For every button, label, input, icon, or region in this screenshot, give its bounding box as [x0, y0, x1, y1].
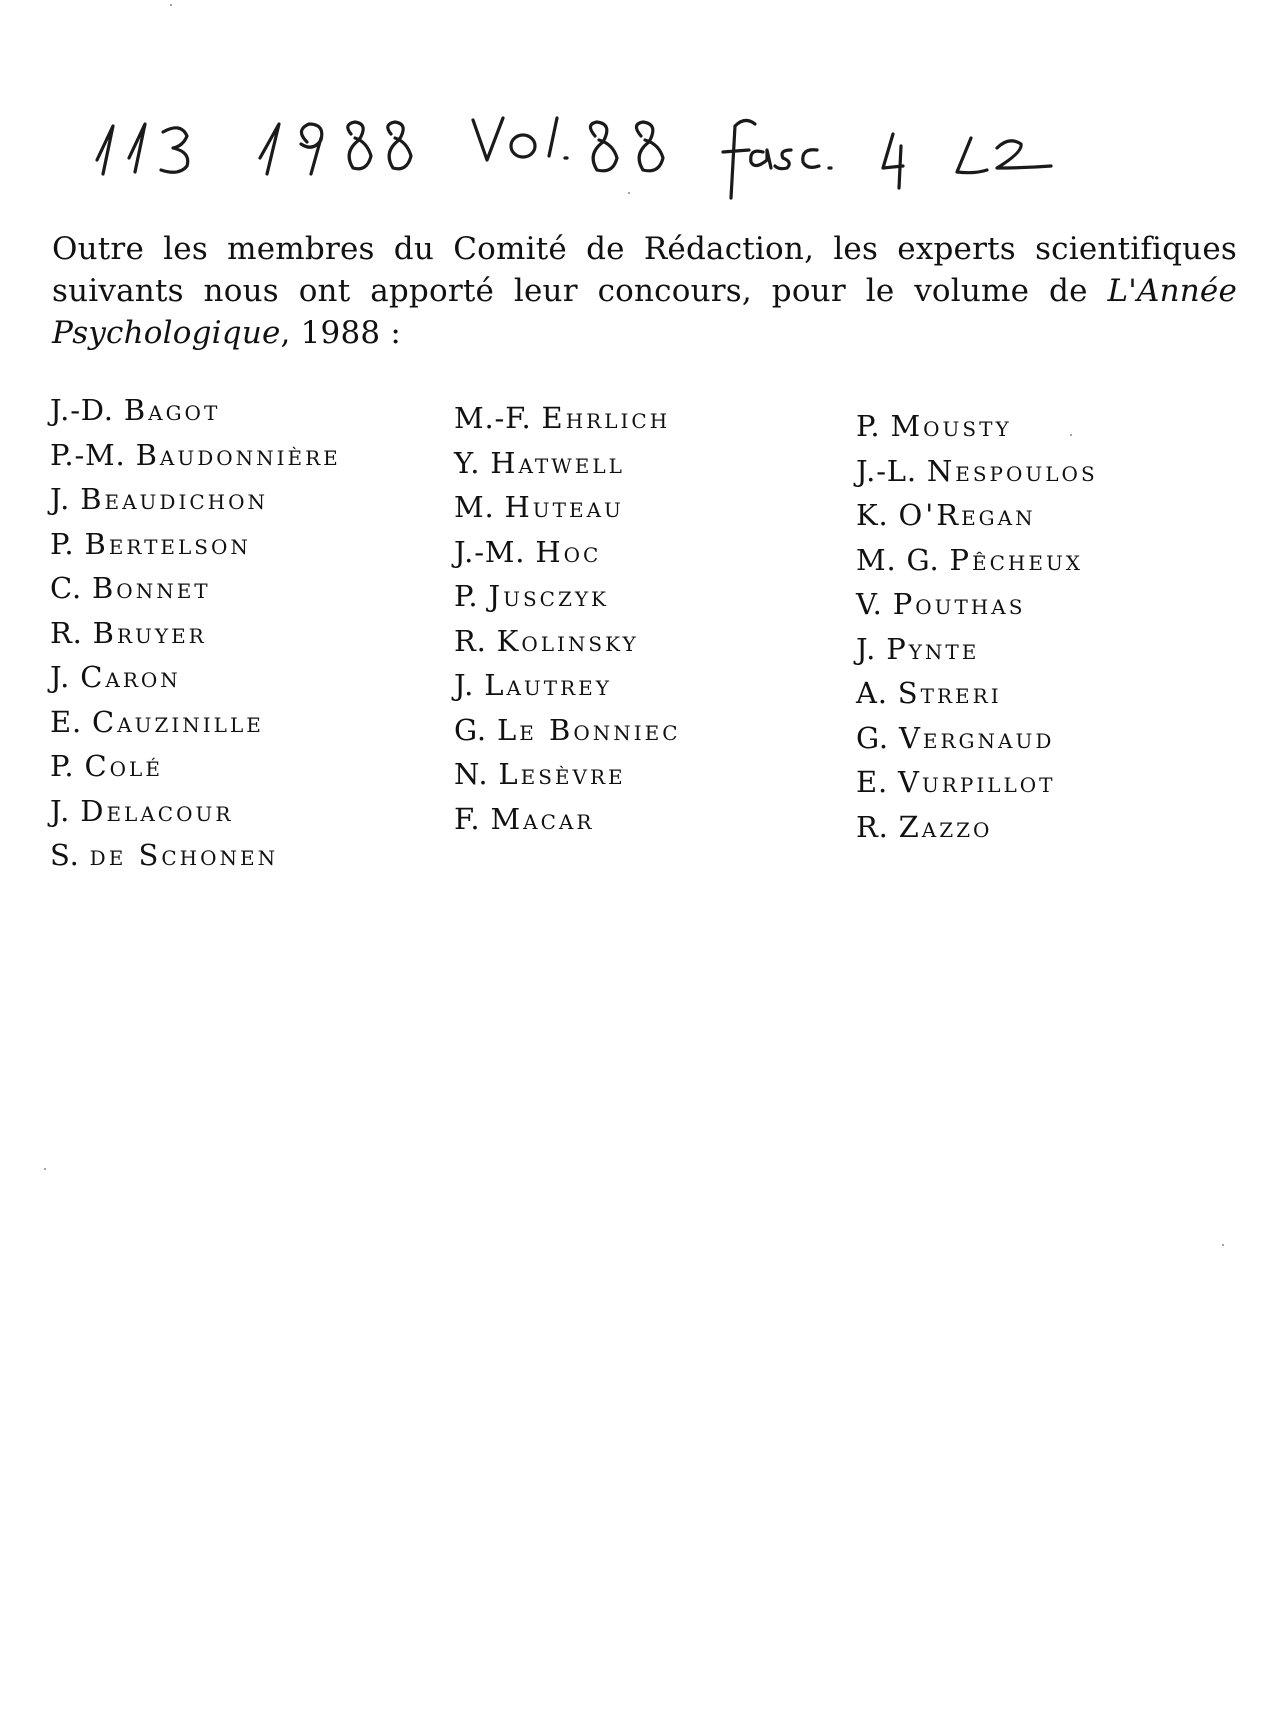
expert-surname: Caron — [80, 660, 181, 694]
expert-initials: A. — [856, 676, 888, 710]
expert-initials: J.-M. — [454, 534, 526, 569]
expert-initials: P.-M. — [50, 437, 126, 472]
expert-surname: Lautrey — [484, 668, 612, 702]
expert-surname: Cauzinille — [92, 704, 264, 739]
expert-initials: J. — [50, 482, 71, 516]
expert-name — [454, 752, 681, 797]
expert-initials: J.-L. — [856, 453, 917, 488]
expert-surname: Delacour — [80, 793, 234, 828]
expert-surname: Bagot — [123, 393, 221, 427]
intro-line-1-text: Outre les membres du Comité de Rédaction, les experts scientifiques — [52, 231, 1237, 267]
expert-initials: R. — [454, 623, 487, 658]
expert-name — [50, 833, 341, 878]
expert-initials: J. — [856, 631, 877, 666]
expert-name — [454, 441, 681, 486]
expert-surname: Baudonnière — [135, 437, 341, 472]
expert-initials: P. — [856, 409, 881, 443]
journal-title-part-1: L'Année — [1107, 273, 1237, 309]
expert-name — [454, 396, 681, 441]
expert-initials: P. — [50, 749, 75, 783]
expert-name — [50, 700, 341, 745]
expert-surname: Jusczyk — [488, 579, 609, 613]
expert-initials: N. — [454, 757, 489, 791]
expert-name — [454, 708, 681, 753]
expert-surname: Kolinsky — [496, 623, 639, 658]
expert-surname: Zazzo — [898, 809, 993, 844]
expert-initials: Y. — [454, 445, 481, 480]
intro-line-2 — [52, 270, 1237, 312]
intro-line-3-suffix: , 1988 : — [280, 315, 402, 351]
expert-initials: G. — [856, 720, 889, 755]
expert-name — [454, 797, 681, 842]
expert-surname: Nespoulos — [926, 453, 1098, 488]
expert-name — [856, 760, 1098, 805]
expert-name — [50, 477, 341, 522]
expert-initials: R. — [856, 809, 889, 844]
expert-initials: K. — [856, 498, 889, 532]
journal-title-part-2: Psychologique — [52, 315, 281, 351]
expert-initials: M.-F. — [454, 401, 532, 435]
expert-initials: J. — [454, 668, 475, 702]
expert-initials: S. — [50, 838, 80, 872]
expert-surname: Hatwell — [490, 445, 625, 480]
expert-surname: Hoc — [535, 534, 602, 569]
expert-name — [856, 493, 1098, 538]
expert-name — [856, 404, 1098, 449]
expert-surname: Vergnaud — [898, 720, 1055, 755]
intro-line-1 — [52, 228, 1237, 270]
expert-initials: V. — [856, 587, 883, 621]
expert-surname: Bonnet — [91, 571, 211, 605]
expert-name — [856, 716, 1098, 761]
expert-surname: Bertelson — [84, 526, 251, 561]
experts-column-2 — [454, 396, 681, 841]
intro-paragraph — [52, 228, 1237, 354]
expert-initials: J. — [50, 793, 71, 828]
expert-name — [856, 449, 1098, 494]
expert-initials: P. — [454, 579, 479, 613]
handwritten-annotation — [95, 112, 1185, 207]
experts-column-1 — [50, 388, 341, 878]
scan-speck — [1222, 1244, 1224, 1246]
scan-speck — [628, 192, 630, 194]
intro-line-3 — [52, 312, 1237, 354]
scan-speck — [44, 1168, 46, 1170]
expert-name — [856, 627, 1098, 672]
expert-name — [50, 388, 341, 433]
expert-name — [50, 522, 341, 567]
expert-name — [50, 744, 341, 789]
expert-name — [50, 433, 341, 478]
expert-name — [50, 789, 341, 834]
expert-name — [454, 530, 681, 575]
expert-name — [856, 671, 1098, 716]
expert-surname: Beaudichon — [80, 482, 268, 516]
expert-surname: O'Regan — [898, 498, 1036, 532]
expert-surname: Pynte — [886, 631, 980, 666]
expert-name — [856, 805, 1098, 850]
handwriting-drawing — [95, 112, 1185, 207]
expert-surname: Le Bonniec — [496, 712, 681, 747]
expert-initials: E. — [50, 704, 82, 739]
experts-column-3 — [856, 404, 1098, 849]
intro-line-2-text: suivants nous ont apporté leur concours, pour le volume de — [52, 273, 1108, 309]
expert-name — [50, 566, 341, 611]
expert-initials: J.-D. — [50, 393, 114, 427]
expert-name — [856, 582, 1098, 627]
expert-name — [50, 611, 341, 656]
expert-name — [856, 538, 1098, 583]
expert-surname: Mousty — [890, 409, 1012, 443]
expert-initials: J. — [50, 660, 71, 694]
expert-surname: Lesèvre — [498, 757, 626, 791]
scan-speck — [170, 4, 172, 6]
expert-name — [454, 663, 681, 708]
expert-surname: de Schonen — [89, 838, 279, 872]
expert-initials: R. — [50, 615, 83, 650]
expert-initials: P. — [50, 526, 75, 561]
expert-initials: F. — [454, 801, 481, 836]
expert-initials: E. — [856, 765, 888, 799]
expert-name — [454, 574, 681, 619]
expert-surname: Vurpillot — [898, 765, 1056, 799]
expert-name — [50, 655, 341, 700]
expert-initials: M. G. — [856, 542, 940, 577]
expert-surname: Macar — [490, 801, 595, 836]
expert-name — [454, 619, 681, 664]
expert-surname: Pêcheux — [949, 542, 1084, 577]
expert-surname: Streri — [897, 676, 1002, 710]
expert-surname: Pouthas — [892, 587, 1026, 621]
expert-surname: Ehrlich — [541, 401, 671, 435]
scan-speck — [1070, 434, 1072, 436]
expert-surname: Colé — [84, 749, 163, 783]
expert-surname: Bruyer — [92, 615, 207, 650]
expert-name — [454, 485, 681, 530]
expert-surname: Huteau — [504, 490, 624, 524]
expert-initials: C. — [50, 571, 82, 605]
expert-initials: M. — [454, 490, 495, 524]
experts-list — [48, 388, 1238, 908]
expert-initials: G. — [454, 712, 487, 747]
